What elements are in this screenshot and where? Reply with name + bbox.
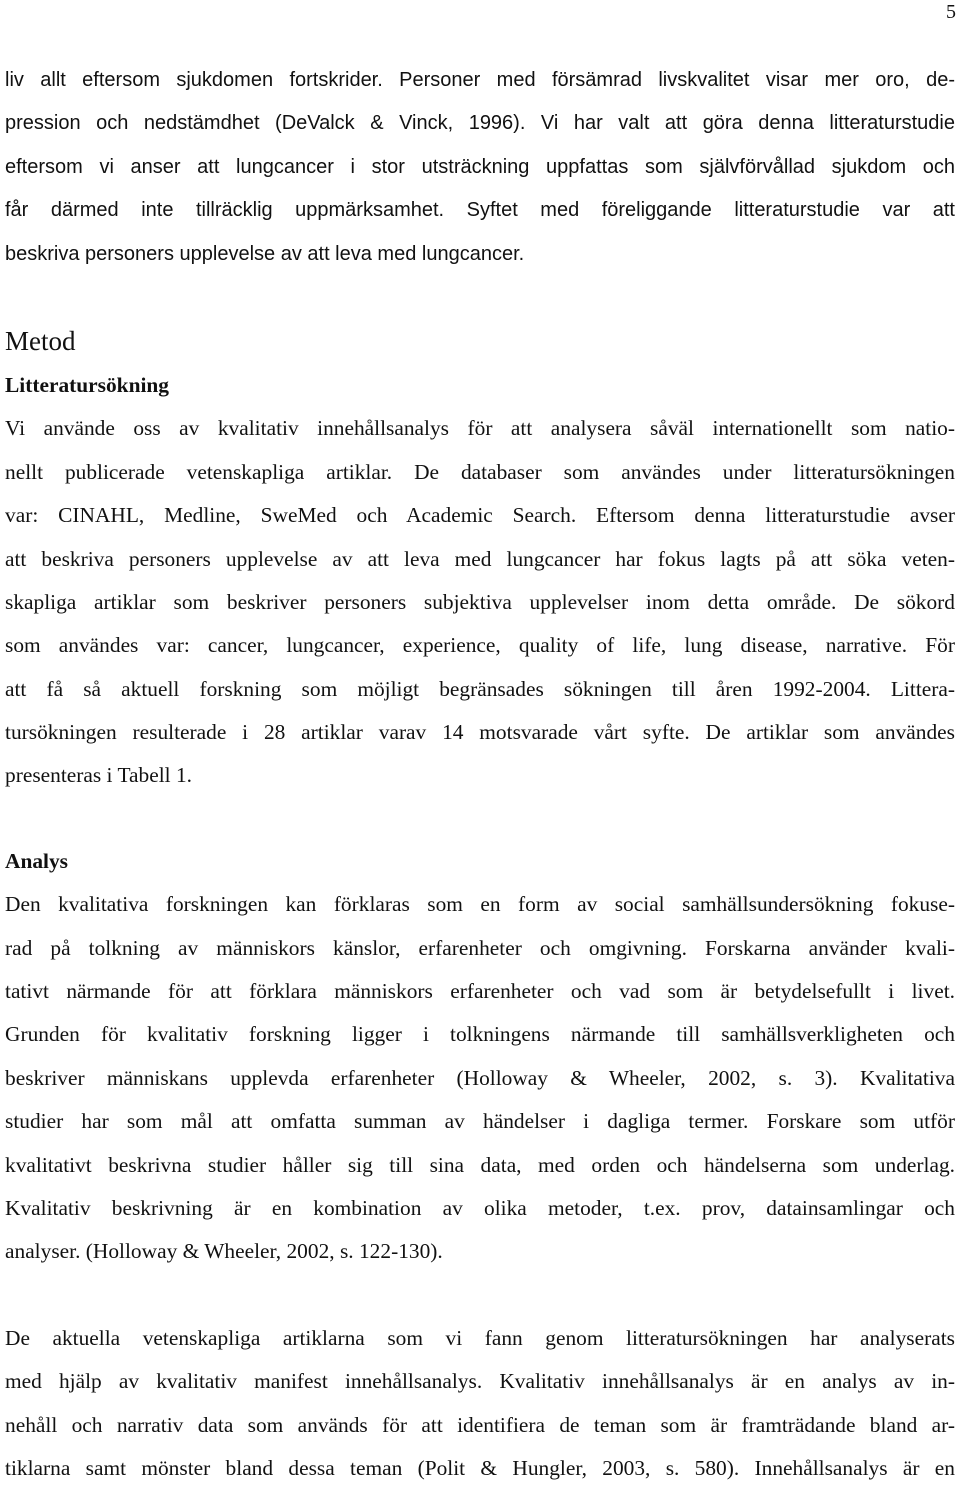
page-number: 5: [946, 1, 956, 23]
text-line: De aktuella vetenskapliga artiklarna som vi fann genom litteratursökningen har analyserats: [5, 1325, 955, 1350]
text-line: får därmed inte tillräcklig uppmärksamhet. Syftet med föreliggande litteraturstudie var att: [5, 199, 955, 222]
subsection-heading-analys: Analys: [5, 848, 69, 873]
section-heading-metod: Metod: [5, 325, 76, 356]
text-line: med hjälp av kvalitativ manifest innehållsanalys. Kvalitativ innehållsanalys är en analys av in-: [5, 1369, 955, 1394]
text-line: Den kvalitativa forskningen kan förklaras som en form av social samhällsundersökning fokuse-: [5, 892, 955, 917]
text-line: beskriva personers upplevelse av att leva med lungcancer.: [5, 242, 525, 265]
document-body: [5, 59, 955, 1490]
text-line: att få så aktuell forskning som möjligt begränsades sökningen till åren 1992-2004. Littera-: [5, 676, 955, 701]
subsection-heading-litteratursokning: Litteratursökning: [5, 372, 170, 397]
text-line: tiklarna samt mönster bland dessa teman (Polit & Hungler, 2003, s. 580). Innehållsanalys är en: [5, 1455, 955, 1480]
text-line: rad på tolkning av människors känslor, erfarenheter och omgivning. Forskarna använder kvali-: [5, 935, 955, 960]
text-line: som användes var: cancer, lungcancer, experience, quality of life, lung disease, narrative. För: [5, 633, 955, 658]
analysis-paragraph-1: [5, 883, 955, 1274]
text-line: kvalitativt beskrivna studier håller sig till sina data, med orden och händelserna som underlag.: [5, 1152, 955, 1177]
text-line: pression och nedstämdhet (DeValck & Vinck, 1996). Vi har valt att göra denna litteraturstudie: [5, 112, 955, 135]
text-line: Grunden för kvalitativ forskning ligger i tolkningens närmande till samhällsverkligheten och: [5, 1022, 955, 1047]
text-line: liv allt eftersom sjukdomen fortskrider. Personer med försämrad livskvalitet visar mer oro, de-: [5, 69, 955, 91]
text-line: beskriver människans upplevda erfarenheter (Holloway & Wheeler, 2002, s. 3). Kvalitativa: [5, 1065, 955, 1090]
text-line: nellt publicerade vetenskapliga artiklar. De databaser som användes under litteratursökningen: [5, 459, 955, 484]
text-line: tativt närmande för att förklara människors erfarenheter och vad som är betydelsefullt i livet.: [5, 979, 955, 1004]
text-line: studier har som mål att omfatta summan av händelser i dagliga termer. Forskare som utför: [5, 1109, 955, 1134]
text-line: tursökningen resulterade i 28 artiklar varav 14 motsvarade vårt syfte. De artiklar som användes: [5, 720, 955, 745]
text-line: presenteras i Tabell 1.: [5, 763, 192, 788]
text-line: var: CINAHL, Medline, SweMed och Academic Search. Eftersom denna litteraturstudie avser: [5, 503, 955, 528]
intro-paragraph: [5, 59, 955, 276]
text-line: skapliga artiklar som beskriver personers subjektiva upplevelser inom detta område. De sökord: [5, 589, 955, 614]
text-line: att beskriva personers upplevelse av att leva med lungcancer har fokus lagts på att söka veten-: [5, 546, 955, 571]
text-line: Kvalitativ beskrivning är en kombination av olika metoder, t.ex. prov, datainsamlingar och: [5, 1195, 955, 1220]
analysis-paragraph-2: [5, 1317, 955, 1491]
literature-search-paragraph: [5, 407, 955, 798]
text-line: Vi använde oss av kvalitativ innehållsanalys för att analysera såväl internationellt som natio-: [5, 416, 955, 441]
text-line: nehåll och narrativ data som används för att identifiera de teman som är framträdande bland ar-: [5, 1412, 955, 1437]
text-line: analyser. (Holloway & Wheeler, 2002, s. 122-130).: [5, 1239, 443, 1264]
text-line: eftersom vi anser att lungcancer i stor utsträckning uppfattas som självförvållad sjukdom och: [5, 155, 955, 178]
